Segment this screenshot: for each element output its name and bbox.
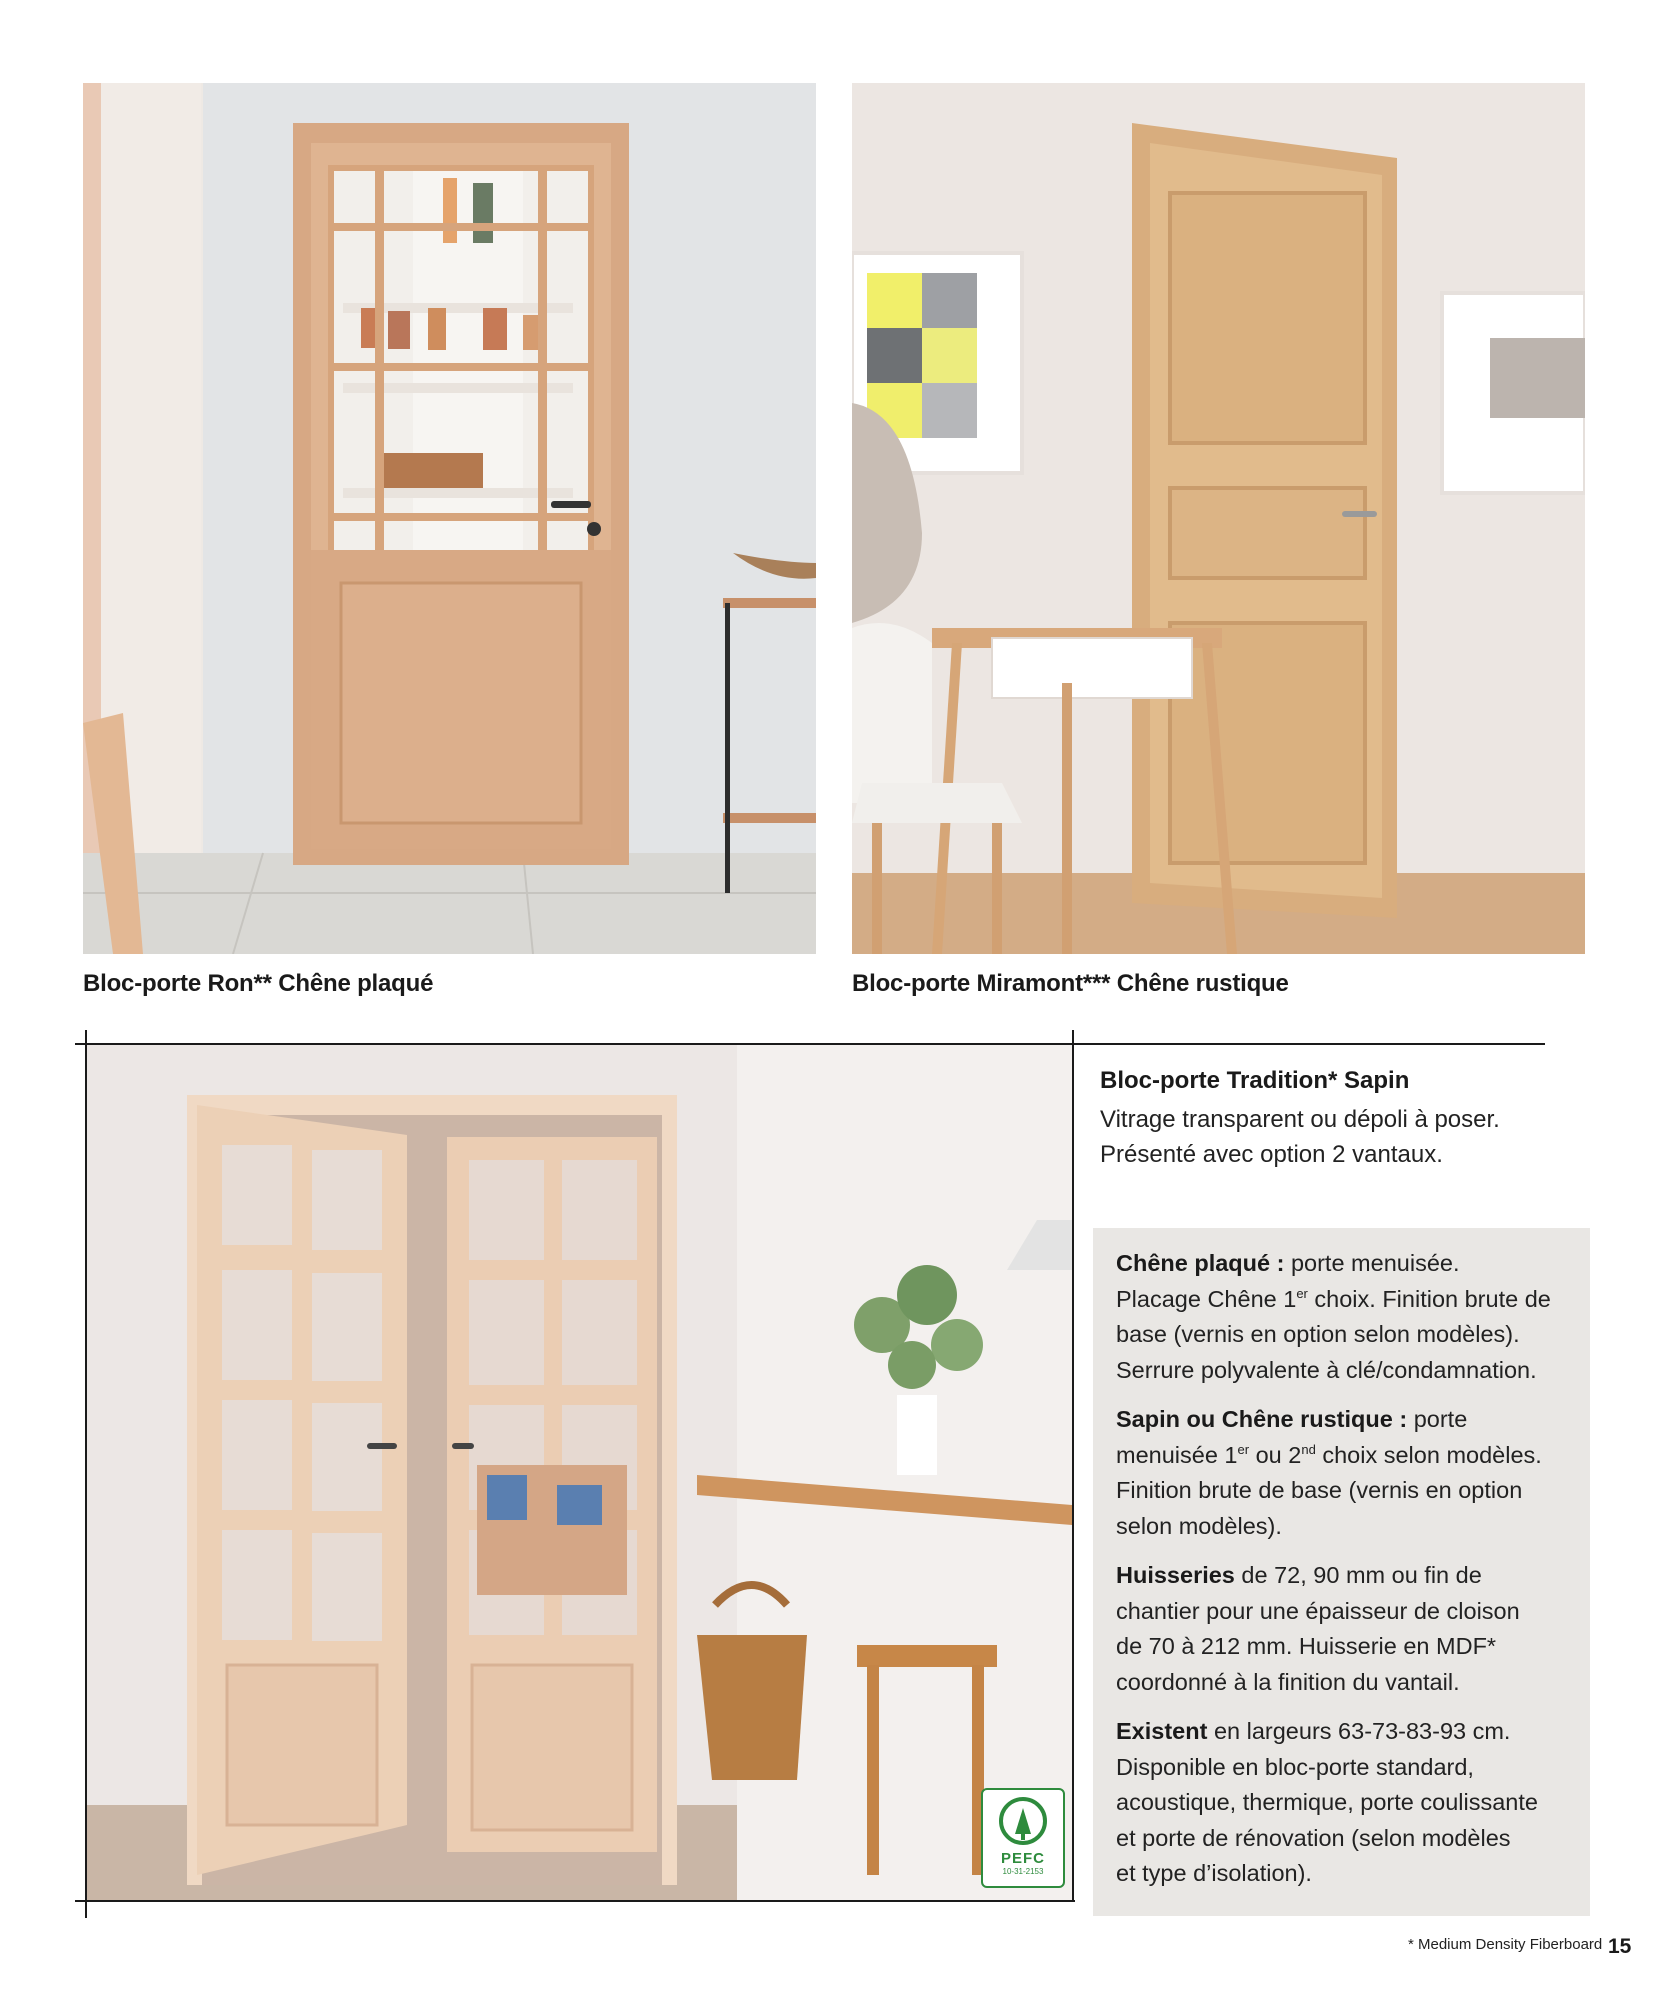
spec-label: Existent — [1116, 1718, 1208, 1744]
tradition-line: Présenté avec option 2 vantaux. — [1100, 1141, 1443, 1168]
spec-text: et type d’isolation). — [1116, 1860, 1312, 1886]
spec-text: base (vernis en option selon modèles). — [1116, 1321, 1520, 1347]
spec-text: coordonné à la finition du vantail. — [1116, 1668, 1460, 1695]
spec-text: selon modèles). — [1116, 1512, 1282, 1539]
tradition-description — [1100, 1102, 1500, 1172]
spec-text: choix selon modèles. — [1315, 1441, 1542, 1468]
spec-superscript: er — [1237, 1441, 1250, 1457]
spec-text: de 70 à 212 mm. Huisserie en MDF* — [1116, 1633, 1497, 1659]
pefc-badge — [981, 1788, 1065, 1888]
caption-miramont: Bloc-porte Miramont*** Chêne rustique — [852, 970, 1289, 997]
spec-label: Huisseries — [1116, 1562, 1235, 1588]
spec-text: en largeurs 63-73-83-93 cm. — [1207, 1718, 1511, 1744]
spec-text: Serrure polyvalente à clé/condamnation. — [1116, 1356, 1537, 1383]
spec-superscript: er — [1296, 1285, 1308, 1301]
spec-text: chantier pour une épaisseur de cloison — [1116, 1597, 1520, 1624]
spec-text: menuisée 1 — [1116, 1441, 1238, 1468]
spec-text: porte menuisée. — [1284, 1250, 1460, 1276]
specifications-box — [1093, 1228, 1590, 1916]
door-miramont-photo — [852, 83, 1585, 954]
door-ron-photo — [83, 83, 816, 954]
spec-huisseries — [1116, 1558, 1576, 1700]
spec-text: choix. Finition brute de — [1307, 1285, 1551, 1312]
spec-text: de 72, 90 mm ou fin de — [1234, 1562, 1482, 1588]
caption-ron: Bloc-porte Ron** Chêne plaqué — [83, 970, 434, 997]
spec-existent — [1116, 1714, 1576, 1892]
spec-text: Placage Chêne 1 — [1116, 1285, 1297, 1312]
pefc-logo-icon — [993, 1796, 1053, 1846]
spec-text: Disponible en bloc-porte standard, — [1116, 1753, 1474, 1780]
spec-text: porte — [1407, 1406, 1468, 1432]
divider-vertical-middle — [1072, 1030, 1074, 1902]
footnote: * Medium Density Fiberboard — [1408, 1936, 1603, 1953]
page-number: 15 — [1608, 1935, 1632, 1958]
tradition-line: Vitrage transparent ou dépoli à poser. — [1100, 1106, 1500, 1133]
pefc-code: 10-31-2153 — [1002, 1867, 1044, 1876]
spec-superscript: nd — [1301, 1441, 1316, 1457]
spec-label: Chêne plaqué : — [1116, 1250, 1285, 1276]
tradition-title: Bloc-porte Tradition* Sapin — [1100, 1067, 1410, 1094]
pefc-name: PEFC — [1000, 1850, 1045, 1867]
spec-text: acoustique, thermique, porte coulissante — [1116, 1789, 1538, 1815]
spec-label: Sapin ou Chêne rustique : — [1116, 1406, 1408, 1432]
spec-chene-plaque — [1116, 1246, 1576, 1388]
spec-text: ou 2 — [1249, 1441, 1302, 1468]
spec-sapin — [1116, 1402, 1576, 1544]
spec-text: Finition brute de base (vernis en option — [1116, 1477, 1523, 1503]
door-tradition-photo — [87, 1045, 1072, 1900]
divider-horizontal-bottom — [75, 1900, 1075, 1902]
spec-text: et porte de rénovation (selon modèles — [1116, 1824, 1511, 1851]
